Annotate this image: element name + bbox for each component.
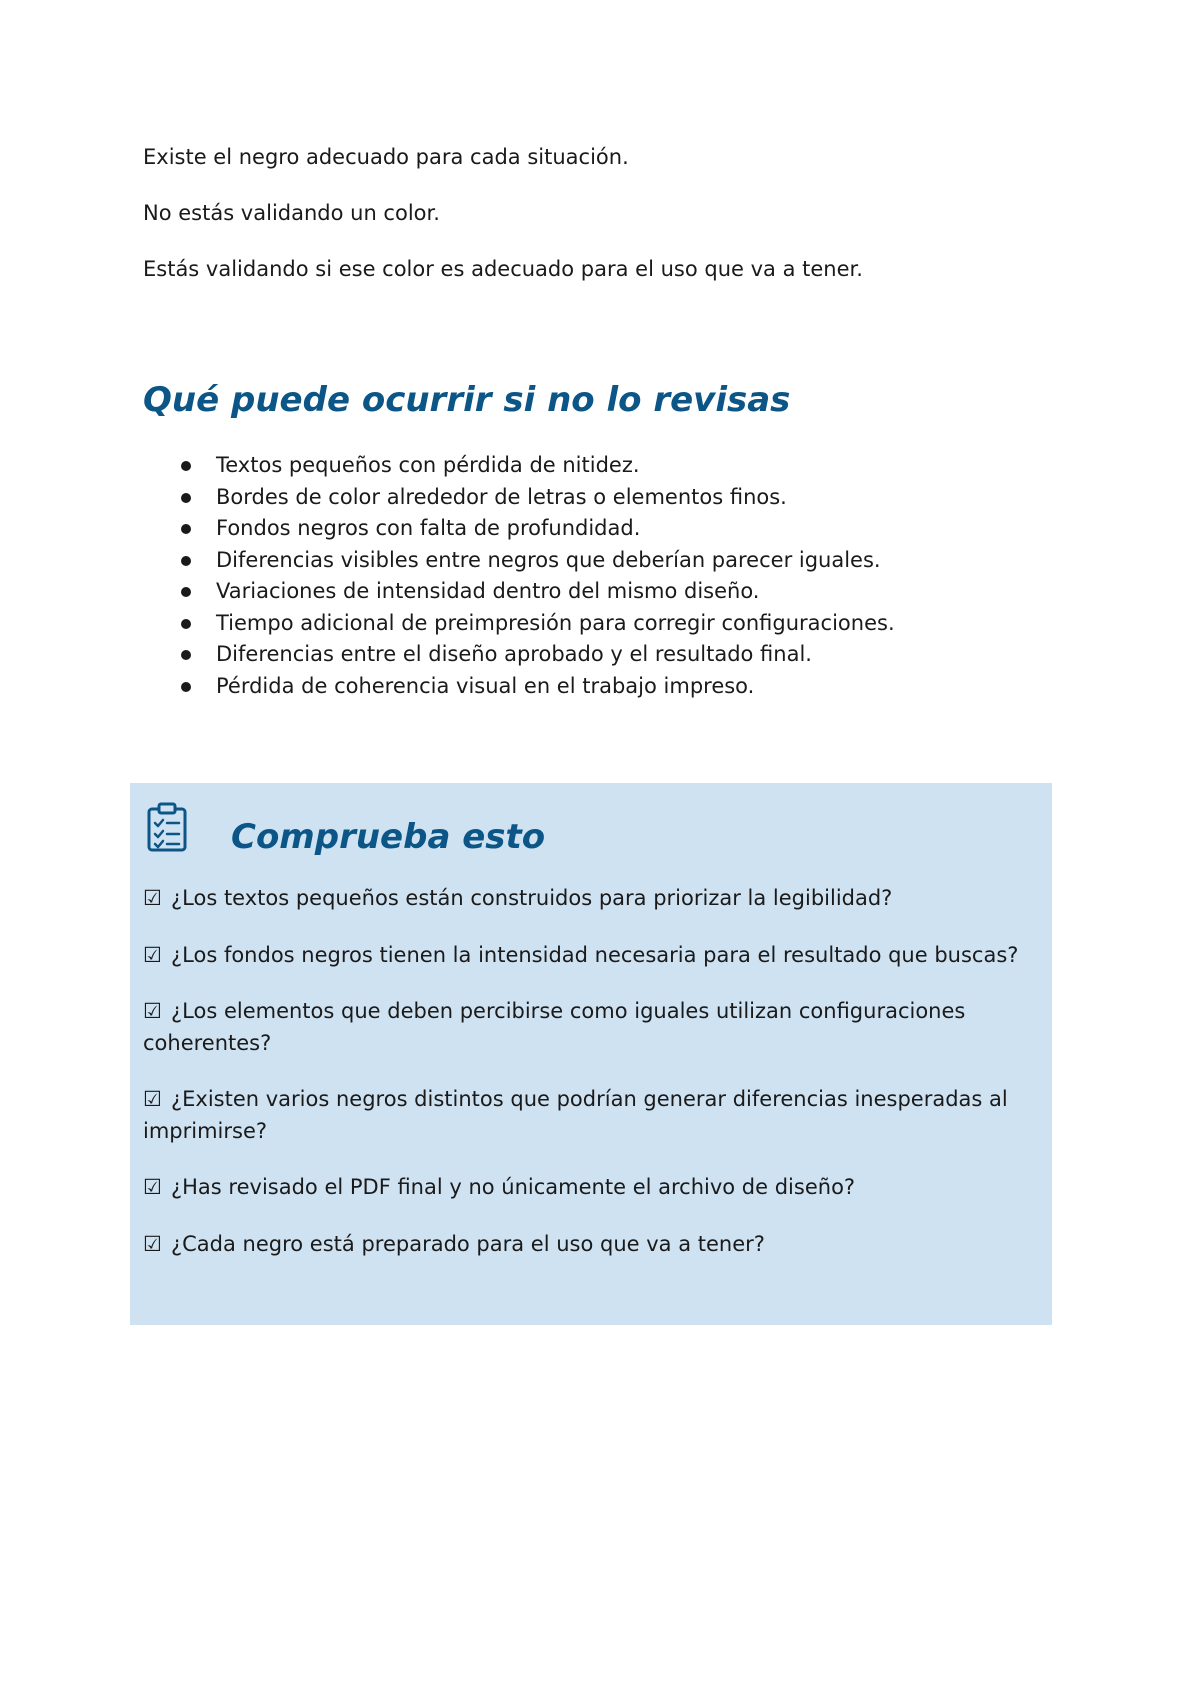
list-item <box>143 513 1063 545</box>
checkbox-icon: ☑ <box>143 942 162 967</box>
checklist-callout <box>130 783 1052 1325</box>
bullet-icon <box>181 650 191 660</box>
intro-paragraph: Estás validando si ese color es adecuado para el uso que va a tener. <box>143 257 863 281</box>
list-item-text: Pérdida de coherencia visual en el trabajo impreso. <box>216 673 755 698</box>
bullet-icon <box>181 493 191 503</box>
list-item <box>143 482 1063 514</box>
bullet-icon <box>181 682 191 692</box>
bullet-icon <box>181 524 191 534</box>
clipboard-checklist-icon <box>146 801 188 853</box>
checkbox-icon: ☑ <box>143 1175 162 1199</box>
checkbox-icon: ☑ <box>143 1231 162 1256</box>
checklist-item-text: ¿Existen varios negros distintos que podrían generar diferencias inesperadas al imprimirse? <box>143 1087 1008 1143</box>
list-item-text: Bordes de color alrededor de letras o elementos finos. <box>216 484 787 509</box>
bullet-icon <box>181 587 191 597</box>
checklist-item-text: ¿Los elementos que deben percibirse como iguales utilizan configuraciones coherentes? <box>143 999 966 1055</box>
list-item <box>143 671 1063 703</box>
list-item-text: Variaciones de intensidad dentro del mismo diseño. <box>216 579 760 603</box>
checklist-item-text: ¿Has revisado el PDF final y no únicamente el archivo de diseño? <box>171 1175 856 1199</box>
checklist-header <box>146 797 1026 857</box>
bullet-icon <box>181 619 191 629</box>
checkbox-icon: ☑ <box>143 886 162 910</box>
checklist-item <box>143 883 1043 915</box>
list-item-text: Fondos negros con falta de profundidad. <box>216 516 641 540</box>
checklist-item-text: ¿Los fondos negros tienen la intensidad necesaria para el resultado que buscas? <box>171 942 1019 967</box>
checkbox-icon: ☑ <box>143 1087 162 1111</box>
list-item <box>143 576 1063 608</box>
list-item-text: Tiempo adicional de preimpresión para corregir configuraciones. <box>216 610 895 635</box>
list-item <box>143 639 1063 671</box>
checklist <box>143 883 1043 1285</box>
risks-list <box>143 450 1063 702</box>
list-item <box>143 545 1063 577</box>
intro-paragraph: Existe el negro adecuado para cada situación. <box>143 145 629 169</box>
checklist-item-text: ¿Los textos pequeños están construidos para priorizar la legibilidad? <box>171 886 893 910</box>
checkbox-icon: ☑ <box>143 999 162 1023</box>
checklist-item <box>143 940 1043 972</box>
bullet-icon <box>181 556 191 566</box>
bullet-icon <box>181 461 191 471</box>
list-item <box>143 450 1063 482</box>
checklist-item <box>143 1084 1043 1147</box>
checklist-heading: Comprueba esto <box>231 817 546 857</box>
intro-text <box>143 142 1063 310</box>
checklist-item-text: ¿Cada negro está preparado para el uso que va a tener? <box>171 1231 765 1256</box>
list-item-text: Diferencias entre el diseño aprobado y el resultado final. <box>216 642 812 666</box>
checklist-item <box>143 996 1043 1059</box>
intro-paragraph: No estás validando un color. <box>143 201 440 225</box>
checklist-item <box>143 1172 1043 1204</box>
list-item <box>143 608 1063 640</box>
list-item-text: Diferencias visibles entre negros que deberían parecer iguales. <box>216 547 881 572</box>
checklist-item <box>143 1229 1043 1261</box>
risks-heading: Qué puede ocurrir si no lo revisas <box>143 380 791 420</box>
list-item-text: Textos pequeños con pérdida de nitidez. <box>216 453 640 477</box>
